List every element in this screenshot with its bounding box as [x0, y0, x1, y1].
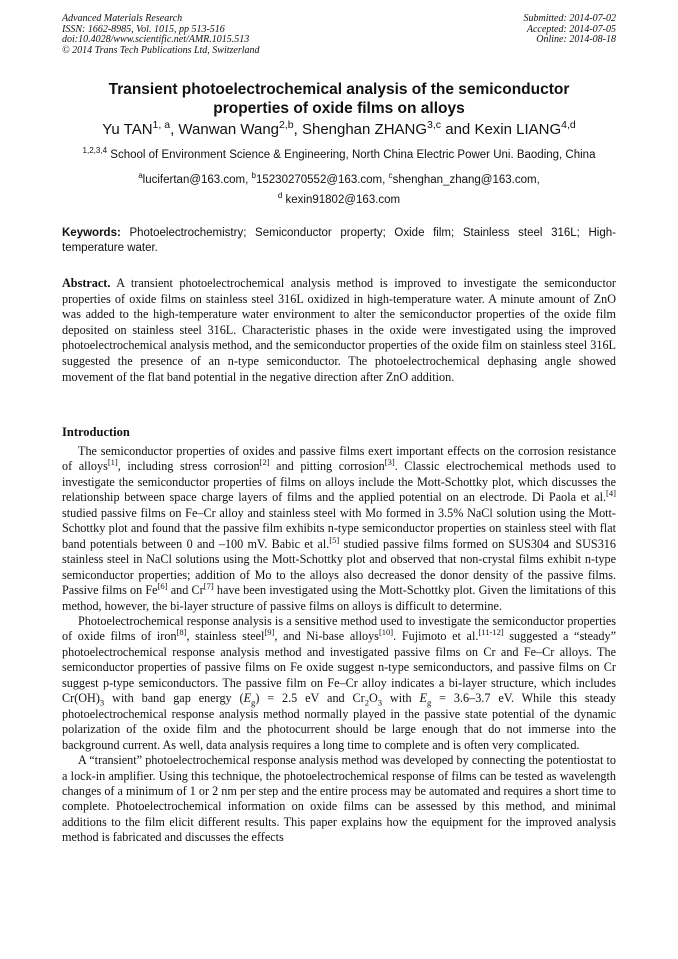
- text-run: O: [368, 691, 378, 706]
- journal-header: [62, 14, 260, 56]
- text-run: , including stress corrosion: [117, 459, 260, 474]
- citation: [10]: [378, 627, 394, 638]
- author-separator: and: [441, 121, 475, 138]
- subscript: 2: [364, 697, 369, 708]
- text-run: suggested a “steady” photoelectrochemical response analysis method and investigated passive films on Cr and Fe–Cr alloys. The semiconductor properties of passive films on Fe oxide suggest n-type semiconductors, and passive films on Cr suggest p-type semiconductors. The passive film on Fe–Cr alloy indicates a bi-layer structure, which includes Cr(OH): [62, 629, 616, 706]
- text-run: with band gap energy (: [104, 691, 244, 706]
- introduction-body: [62, 444, 616, 846]
- text-run: , and Ni-base alloys: [274, 629, 379, 644]
- journal-doi: doi:10.4028/www.scientific.net/AMR.1015.513: [62, 34, 250, 45]
- subscript: 3: [377, 697, 383, 708]
- author-name: Yu TAN: [102, 121, 153, 138]
- subscript: 3: [99, 697, 105, 708]
- text-run: Photoelectrochemical response analysis is a sensitive method used to investigate the semiconductor properties of oxide films of iron: [62, 613, 616, 644]
- symbol: E: [243, 691, 252, 706]
- email-marker: b: [251, 171, 256, 181]
- text-run: studied passive films on Fe–Cr alloy and stainless steel with Mo formed in 3.5% NaCl solution using the Mott-Schottky plot and found that the passive film exhibits n-type semiconductor properties on stainless steel with flat band potentials between 0 and –100 mV. Babic et al.: [62, 505, 616, 551]
- email-a: lucifertan@163.com,: [142, 174, 252, 186]
- keywords-label: Keywords:: [62, 227, 121, 239]
- text-run: ) = 2.5 eV and Cr: [255, 691, 365, 706]
- text-run: have been investigated using the Mott-Schottky plot. Given the limitations of this method, however, the bi-layer structure of passive films on alloys is difficult to determine.: [62, 583, 616, 613]
- author-marker: 4,d: [561, 119, 576, 131]
- email-c: shenghan_zhang@163.com,: [392, 174, 540, 186]
- paragraph: A “transient” photoelectrochemical response analysis method was developed by connecting the potentiostat to a lock-in amplifier. Using this technique, the photoelectrochemical response of films can be tested as wavelength changes of a minimum of 1 or 2 nm per step and the entire process may be automated and requires a short time to complete. Photoelectrochemical information on oxide films can be assessed by this method, and minimal additions to the film elicit different results. This paper explains how the equipment for the improved analysis method is fabricated and discusses the effects: [62, 753, 616, 845]
- abstract: [62, 276, 616, 385]
- citation: [3]: [384, 457, 395, 468]
- author-name: Wanwan Wang: [178, 121, 280, 138]
- citation: [9]: [264, 627, 275, 638]
- citation: [6]: [157, 581, 168, 592]
- email-d: kexin91802@163.com: [282, 194, 401, 206]
- email-b: 15230270552@163.com,: [256, 174, 389, 186]
- submitted-date: Submitted: 2014-07-02: [523, 13, 616, 24]
- abstract-label: Abstract.: [62, 276, 111, 290]
- symbol: E: [419, 691, 427, 706]
- publication-dates: [524, 14, 617, 46]
- accepted-date: Accepted: 2014-07-05: [526, 23, 616, 35]
- author-marker: 2,b: [279, 119, 294, 131]
- section-heading-introduction: Introduction: [62, 425, 130, 439]
- citation: [5]: [329, 534, 340, 545]
- citation: [8]: [176, 627, 187, 638]
- citation: [1]: [107, 457, 118, 468]
- text-run: studied passive films formed on SUS304 and SUS316 stainless steel in NaCl solutions using the Mott-Schottky plot and observed that non-crystal films exhibit n-type semiconductor properties; addition of Mo to the alloys also decreased the donor density of the passive films. Passive films on Fe: [62, 536, 616, 598]
- author-list: [40, 121, 638, 139]
- text-run: . Classic electrochemical methods used to investigate the semiconductor properties of films on alloys include the Mott-Schottky plot, which discusses the relationship between space charge layers of films and the applied potential on an electrode. Di Paola et al.: [62, 459, 617, 505]
- citation: [11-12]: [478, 627, 504, 638]
- paragraph: [62, 444, 616, 614]
- affiliation-text: School of Environment Science & Engineering, North China Electric Power Uni. Baoding, China: [107, 149, 596, 161]
- author-separator: ,: [170, 121, 179, 138]
- text-run: and pitting corrosion: [269, 459, 385, 474]
- author-marker: 1, a: [152, 119, 171, 131]
- email-line-1: [40, 170, 638, 190]
- title-line-1: Transient photoelectrochemical analysis of the semiconductor: [108, 81, 570, 98]
- title-line-2: properties of oxide films on alloys: [213, 100, 465, 117]
- email-marker: c: [388, 171, 393, 181]
- text-run: , stainless steel: [186, 629, 265, 644]
- subscript: g: [251, 697, 256, 708]
- text-run: with: [382, 691, 420, 706]
- citation: [2]: [259, 457, 270, 468]
- email-marker: a: [138, 171, 143, 181]
- keywords: [62, 226, 616, 256]
- journal-issn: ISSN: 1662-8985, Vol. 1015, pp 513-516: [62, 23, 225, 35]
- author-name: Kexin LIANG: [474, 121, 562, 138]
- email-marker: d: [277, 191, 283, 201]
- text-run: = 3.6–3.7 eV. While this steady photoelectrochemical response analysis method normally played in the passive state potential of the dynamic polarization of the oxide film and the photocurrent should be large enough that do not immerse into the background current. As well, data analysis requires a long time to complete and is often very complicated.: [62, 691, 616, 752]
- text-run: and Cr: [167, 583, 204, 598]
- affiliation: [40, 148, 638, 162]
- text-run: . Fujimoto et al.: [393, 629, 479, 644]
- subscript: g: [426, 697, 432, 708]
- paper-title: [62, 80, 616, 118]
- paragraph: [62, 614, 616, 753]
- journal-copyright: © 2014 Trans Tech Publications Ltd, Switzerland: [62, 44, 260, 56]
- author-marker: 3,c: [427, 119, 442, 131]
- citation: [7]: [203, 581, 214, 592]
- online-date: Online: 2014-08-18: [536, 34, 616, 45]
- text-run: The semiconductor properties of oxides and passive films exert important effects on the corrosion resistance of alloys: [62, 444, 616, 474]
- abstract-text: A transient photoelectrochemical analysis method is improved to investigate the semiconductor properties of oxide films on stainless steel 316L oxidized in high-temperature water. A minute amount of ZnO was added to the high-temperature water environment to alter the semiconductor properties of the oxide film deposited on stainless steel 316L. Characteristic phases in the oxide were investigated using the improved photoelectrochemical analysis method, and the semiconductor properties of the oxide film on stainless steel 316L suggested the presence of an n-type semiconductor. The photoelectrochemical dephasing angle showed movement of the flat band potential in the negative direction after ZnO addition.: [62, 276, 616, 384]
- author-name: Shenghan ZHANG: [301, 121, 428, 138]
- citation: [4]: [606, 488, 616, 499]
- author-emails: [40, 170, 638, 210]
- email-line-2: [40, 190, 638, 210]
- keywords-text: Photoelectrochemistry; Semiconductor property; Oxide film; Stainless steel 316L; High-temperature water.: [62, 227, 616, 254]
- affiliation-marker: 1,2,3,4: [82, 146, 108, 156]
- author-separator: ,: [293, 121, 302, 138]
- journal-name: Advanced Materials Research: [62, 13, 183, 24]
